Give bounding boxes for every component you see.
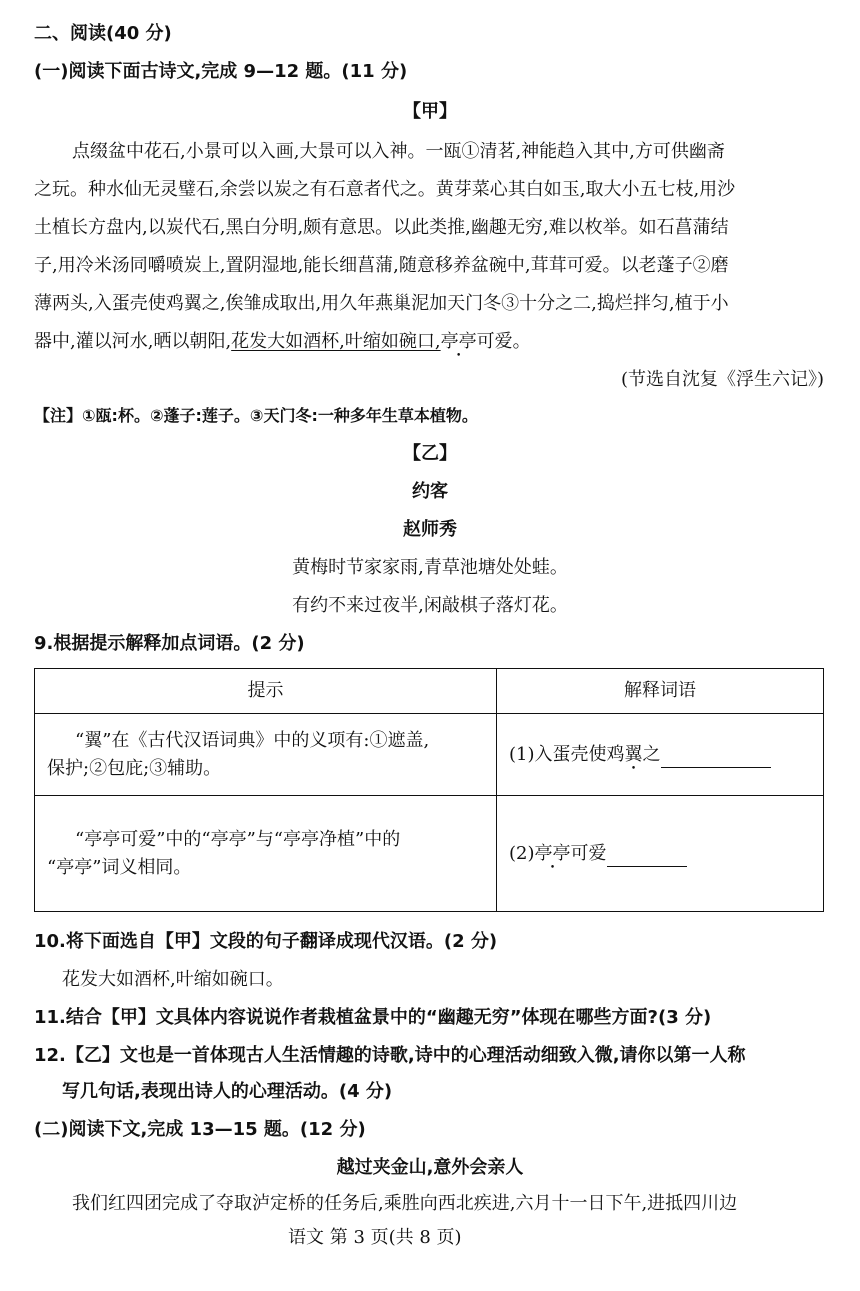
row2-explain-post: 可爱: [570, 842, 607, 864]
row2-hint-a: “亭亭可爱”中的“亭亭”与“亭亭净植”中的: [75, 828, 401, 850]
jia-line-3: 土植长方盘内,以炭代石,黑白分明,颇有意思。以此类推,幽趣无穷,难以枚举。如石菖蒲结: [34, 217, 729, 238]
jia-line-4: 子,用冷米汤同嚼喷炭上,置阴湿地,能长细菖蒲,随意移养盆碗中,茸茸可爱。以老蓬子②磨: [34, 255, 729, 276]
translation-sentence-underlined: 花发大如酒杯,叶缩如碗口,: [231, 331, 441, 352]
jia-line-6: [34, 328, 531, 356]
jia-line-1: 点缀盆中花石,小景可以入画,大景可以入神。一瓯①清茗,神能趋入其中,方可供幽斋: [72, 141, 725, 162]
row2-explain-pre: (2): [509, 842, 535, 864]
row2-hint-b: “亭亭”词义相同。: [47, 856, 192, 878]
dotted-word-yi: 翼: [624, 743, 643, 765]
poem-title: 约客: [412, 481, 448, 502]
source-citation: (节选自沈复《浮生六记》): [620, 369, 824, 390]
part2-intro: (二)阅读下文,完成 13—15 题。(12 分): [34, 1119, 366, 1140]
jia-line-5: 薄两头,入蛋壳使鸡翼之,俟雏成取出,用久年燕巢泥加天门冬③十分之二,捣烂拌匀,植于小: [34, 293, 729, 314]
poem-line-1: 黄梅时节家家雨,青草池塘处处蛙。: [292, 557, 568, 578]
question-10-sentence: 花发大如酒杯,叶缩如碗口。: [62, 969, 284, 990]
poem-author: 赵师秀: [403, 519, 457, 540]
article-title: 越过夹金山,意外会亲人: [336, 1157, 524, 1178]
table-header-explain: 解释词语: [497, 669, 824, 714]
notes: 【注】①瓯:杯。②蓬子:莲子。③天门冬:一种多年生草本植物。: [34, 406, 478, 425]
row1-hint-b: 保护;②包庇;③辅助。: [47, 757, 222, 779]
row1-explain-pre: (1)入蛋壳使鸡: [509, 743, 625, 765]
row2-explain: [497, 796, 824, 912]
jia-line-2: 之玩。种水仙无灵璧石,余尝以炭之有石意者代之。黄芽菜心其白如玉,取大小五七枝,用沙: [34, 179, 736, 200]
dotted-word-tingting-2: 亭亭: [534, 842, 571, 864]
question-12-a: 12.【乙】文也是一首体现古人生活情趣的诗歌,诗中的心理活动细致入微,请你以第一人称: [34, 1045, 746, 1066]
article-line-1: 我们红四团完成了夺取泸定桥的任务后,乘胜向西北疾进,六月十一日下午,进抵四川边: [72, 1193, 738, 1214]
row2-hint: [35, 796, 497, 912]
yi-label: 【乙】: [403, 443, 457, 464]
table-header-hint: 提示: [35, 669, 497, 714]
question-12-b: 写几句话,表现出诗人的心理活动。(4 分): [62, 1081, 393, 1102]
dotted-word-tingting: 亭亭: [440, 331, 477, 352]
question-11: 11.结合【甲】文具体内容说说作者栽植盆景中的“幽趣无穷”体现在哪些方面?(3 分): [34, 1007, 712, 1028]
poem-line-2: 有约不来过夜半,闲敲棋子落灯花。: [292, 595, 568, 616]
hint-table: [34, 668, 824, 912]
row1-hint-a: “翼”在《古代汉语词典》中的义项有:①遮盖,: [75, 729, 430, 751]
answer-blank-2[interactable]: [607, 848, 687, 867]
jia-line-6-pre: 器中,灌以河水,晒以朝阳,: [34, 331, 232, 352]
part1-intro: (一)阅读下面古诗文,完成 9—12 题。(11 分): [34, 61, 408, 82]
jia-label: 【甲】: [403, 101, 457, 122]
page-footer: 语文 第 3 页(共 8 页): [288, 1227, 462, 1248]
question-9: 9.根据提示解释加点词语。(2 分): [34, 633, 305, 654]
jia-line-6-post: 可爱。: [476, 331, 531, 352]
row1-explain: [497, 714, 824, 796]
row1-hint: [35, 714, 497, 796]
section-title: 二、阅读(40 分): [34, 23, 172, 44]
row1-explain-post: 之: [642, 743, 661, 765]
question-10: 10.将下面选自【甲】文段的句子翻译成现代汉语。(2 分): [34, 931, 498, 952]
answer-blank-1[interactable]: [661, 749, 771, 768]
